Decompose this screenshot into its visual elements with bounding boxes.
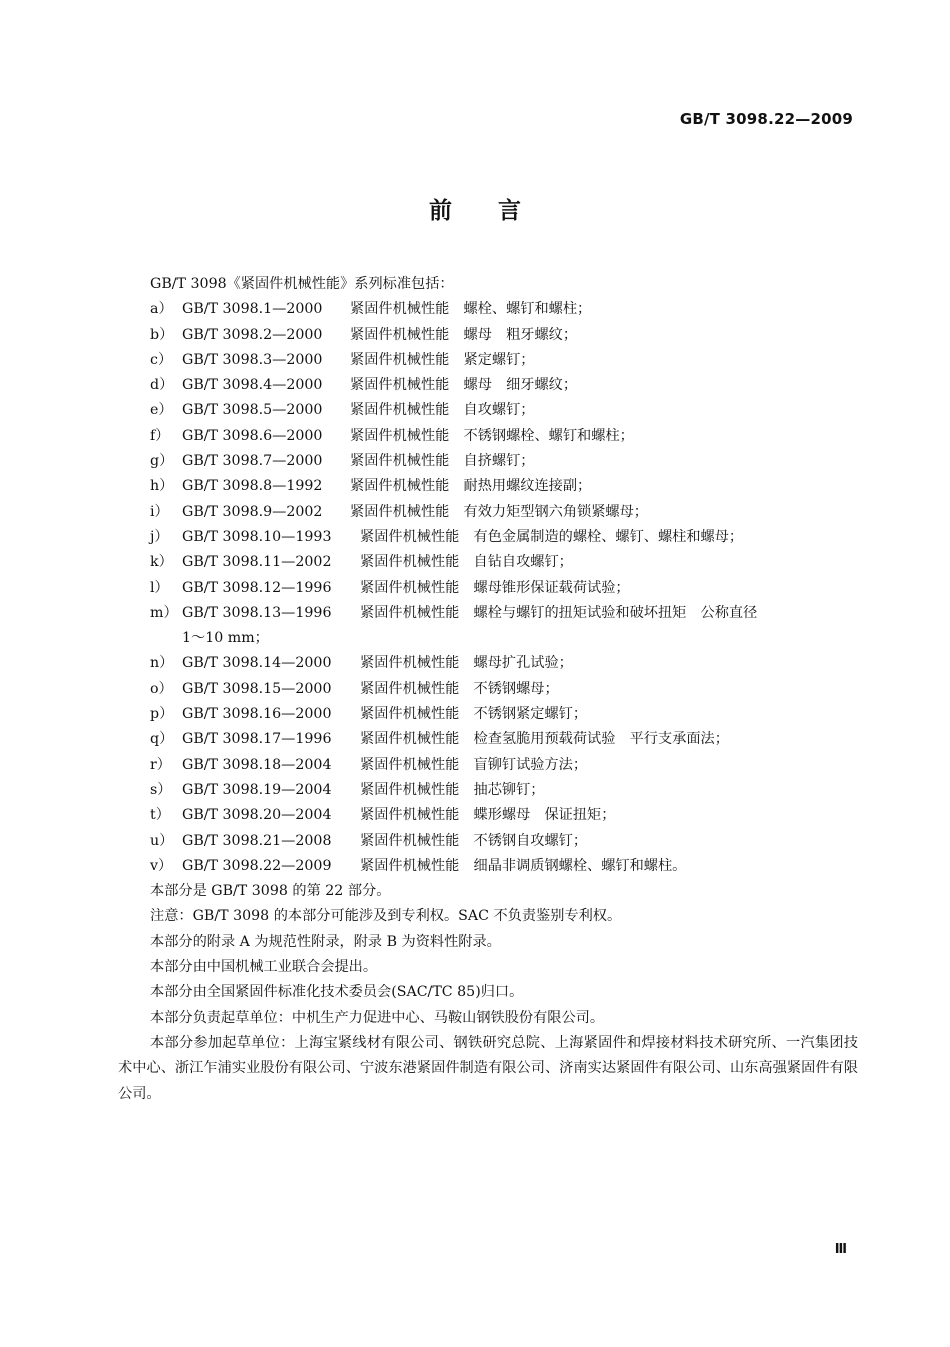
list-item	[118, 398, 858, 423]
list-item	[118, 677, 858, 702]
item-standard: GB/T 3098.6—2000	[182, 427, 323, 444]
item-title: 紧固件机械性能 耐热用螺纹连接副；	[350, 478, 592, 495]
item-title: 紧固件机械性能 自钻自攻螺钉；	[360, 554, 573, 571]
item-standard: GB/T 3098.18—2004	[182, 756, 332, 773]
list-item	[118, 348, 858, 373]
list-item	[118, 702, 858, 727]
paragraphs	[118, 879, 858, 1107]
item-standard: GB/T 3098.17—1996	[182, 731, 332, 748]
item-label: f）	[150, 427, 170, 444]
item-label: e）	[150, 402, 173, 419]
item-title: 紧固件机械性能 螺母 粗牙螺纹；	[350, 326, 578, 343]
item-title: 紧固件机械性能 盲铆钉试验方法；	[360, 756, 588, 773]
item-title: 紧固件机械性能 紧定螺钉；	[350, 351, 535, 368]
item-standard: GB/T 3098.14—2000	[182, 655, 332, 672]
list-item	[118, 803, 858, 828]
item-standard: GB/T 3098.11—2002	[182, 554, 332, 571]
item-standard: GB/T 3098.2—2000	[182, 326, 323, 343]
item-title: 紧固件机械性能 不锈钢紧定螺钉；	[360, 706, 588, 723]
item-label: g）	[150, 453, 174, 470]
item-standard: GB/T 3098.13—1996	[182, 604, 332, 621]
document-body	[118, 272, 858, 1107]
item-standard: GB/T 3098.7—2000	[182, 453, 323, 470]
item-label: d）	[150, 377, 174, 394]
item-title: 紧固件机械性能 检查氢脆用预载荷试验 平行支承面法；	[360, 731, 729, 748]
item-title: 紧固件机械性能 有色金属制造的螺栓、螺钉、螺柱和螺母；	[360, 528, 744, 545]
item-label: n）	[150, 655, 174, 672]
list-item	[118, 829, 858, 854]
list-item	[118, 753, 858, 778]
list-item	[118, 525, 858, 550]
item-title: 紧固件机械性能 蝶形螺母 保证扭矩；	[360, 807, 616, 824]
item-title: 紧固件机械性能 螺母 细牙螺纹；	[350, 377, 578, 394]
paragraph: 本部分的附录 A 为规范性附录，附录 B 为资料性附录。	[150, 933, 501, 950]
item-standard: GB/T 3098.3—2000	[182, 351, 323, 368]
list-item-continuation: 1～10 mm；	[182, 630, 269, 647]
list-item	[118, 550, 858, 575]
item-label: b）	[150, 326, 174, 343]
item-title: 紧固件机械性能 不锈钢自攻螺钉；	[360, 832, 588, 849]
item-label: i）	[150, 503, 169, 520]
list-item	[118, 449, 858, 474]
item-title: 紧固件机械性能 螺母扩孔试验；	[360, 655, 573, 672]
item-label: m）	[150, 604, 178, 621]
item-standard: GB/T 3098.15—2000	[182, 680, 332, 697]
item-label: o）	[150, 680, 173, 697]
item-standard: GB/T 3098.12—1996	[182, 579, 332, 596]
paragraph: 本部分负责起草单位：中机生产力促进中心、马鞍山钢铁股份有限公司。	[150, 1009, 605, 1026]
item-label: u）	[150, 832, 174, 849]
item-label: s）	[150, 781, 172, 798]
paragraph: 本部分是 GB/T 3098 的第 22 部分。	[150, 883, 391, 900]
page-title: 前言	[429, 198, 567, 224]
page-number: Ⅲ	[834, 1242, 847, 1257]
item-title: 紧固件机械性能 细晶非调质钢螺栓、螺钉和螺柱。	[360, 857, 687, 874]
list-item	[118, 474, 858, 499]
item-title: 紧固件机械性能 螺栓、螺钉和螺柱；	[350, 301, 592, 318]
item-label: l）	[150, 579, 169, 596]
item-label: j）	[150, 528, 169, 545]
standards-list	[118, 297, 858, 879]
list-item	[118, 500, 858, 525]
item-label: c）	[150, 351, 173, 368]
paragraph: 本部分由全国紧固件标准化技术委员会(SAC/TC 85)归口。	[150, 984, 524, 1001]
item-standard: GB/T 3098.1—2000	[182, 301, 323, 318]
item-label: p）	[150, 706, 174, 723]
paragraph: 注意：GB/T 3098 的本部分可能涉及到专利权。SAC 不负责鉴别专利权。	[150, 908, 622, 925]
item-label: t）	[150, 807, 170, 824]
item-label: r）	[150, 756, 171, 773]
item-standard: GB/T 3098.19—2004	[182, 781, 332, 798]
item-title: 紧固件机械性能 螺母锥形保证载荷试验；	[360, 579, 630, 596]
item-label: h）	[150, 478, 174, 495]
list-item	[118, 297, 858, 322]
item-standard: GB/T 3098.9—2002	[182, 503, 323, 520]
list-item	[118, 601, 858, 626]
item-title: 紧固件机械性能 不锈钢螺母；	[360, 680, 559, 697]
list-item	[118, 424, 858, 449]
standard-number-header: GB/T 3098.22—2009	[679, 110, 853, 128]
item-title: 紧固件机械性能 自挤螺钉；	[350, 453, 535, 470]
item-standard: GB/T 3098.22—2009	[182, 857, 332, 874]
item-label: k）	[150, 554, 173, 571]
list-item	[118, 854, 858, 879]
item-standard: GB/T 3098.21—2008	[182, 832, 332, 849]
list-item	[118, 727, 858, 752]
paragraph: 本部分参加起草单位：上海宝紧线材有限公司、钢铁研究总院、上海紧固件和焊接材料技术研究所、一汽集团技术中心、浙江乍浦实业股份有限公司、宁波东港紧固件制造有限公司、济南实达紧固件有限公司、山东高强紧固件有限公司。	[118, 1034, 858, 1102]
list-item	[118, 373, 858, 398]
item-label: a）	[150, 301, 173, 318]
paragraph: 本部分由中国机械工业联合会提出。	[150, 959, 378, 976]
list-item	[118, 778, 858, 803]
item-standard: GB/T 3098.5—2000	[182, 402, 323, 419]
item-title: 紧固件机械性能 自攻螺钉；	[350, 402, 535, 419]
item-standard: GB/T 3098.10—1993	[182, 528, 332, 545]
intro-text: GB/T 3098《紧固件机械性能》系列标准包括：	[150, 276, 454, 292]
item-standard: GB/T 3098.20—2004	[182, 807, 332, 824]
item-standard: GB/T 3098.4—2000	[182, 377, 323, 394]
item-label: q）	[150, 731, 174, 748]
item-standard: GB/T 3098.8—1992	[182, 478, 323, 495]
item-title: 紧固件机械性能 有效力矩型钢六角锁紧螺母；	[350, 503, 648, 520]
item-title: 紧固件机械性能 螺栓与螺钉的扭矩试验和破坏扭矩 公称直径	[360, 604, 758, 621]
item-label: v）	[150, 857, 173, 874]
list-item	[118, 651, 858, 676]
item-standard: GB/T 3098.16—2000	[182, 706, 332, 723]
list-item	[118, 323, 858, 348]
item-title: 紧固件机械性能 不锈钢螺栓、螺钉和螺柱；	[350, 427, 634, 444]
list-item	[118, 576, 858, 601]
item-title: 紧固件机械性能 抽芯铆钉；	[360, 781, 545, 798]
